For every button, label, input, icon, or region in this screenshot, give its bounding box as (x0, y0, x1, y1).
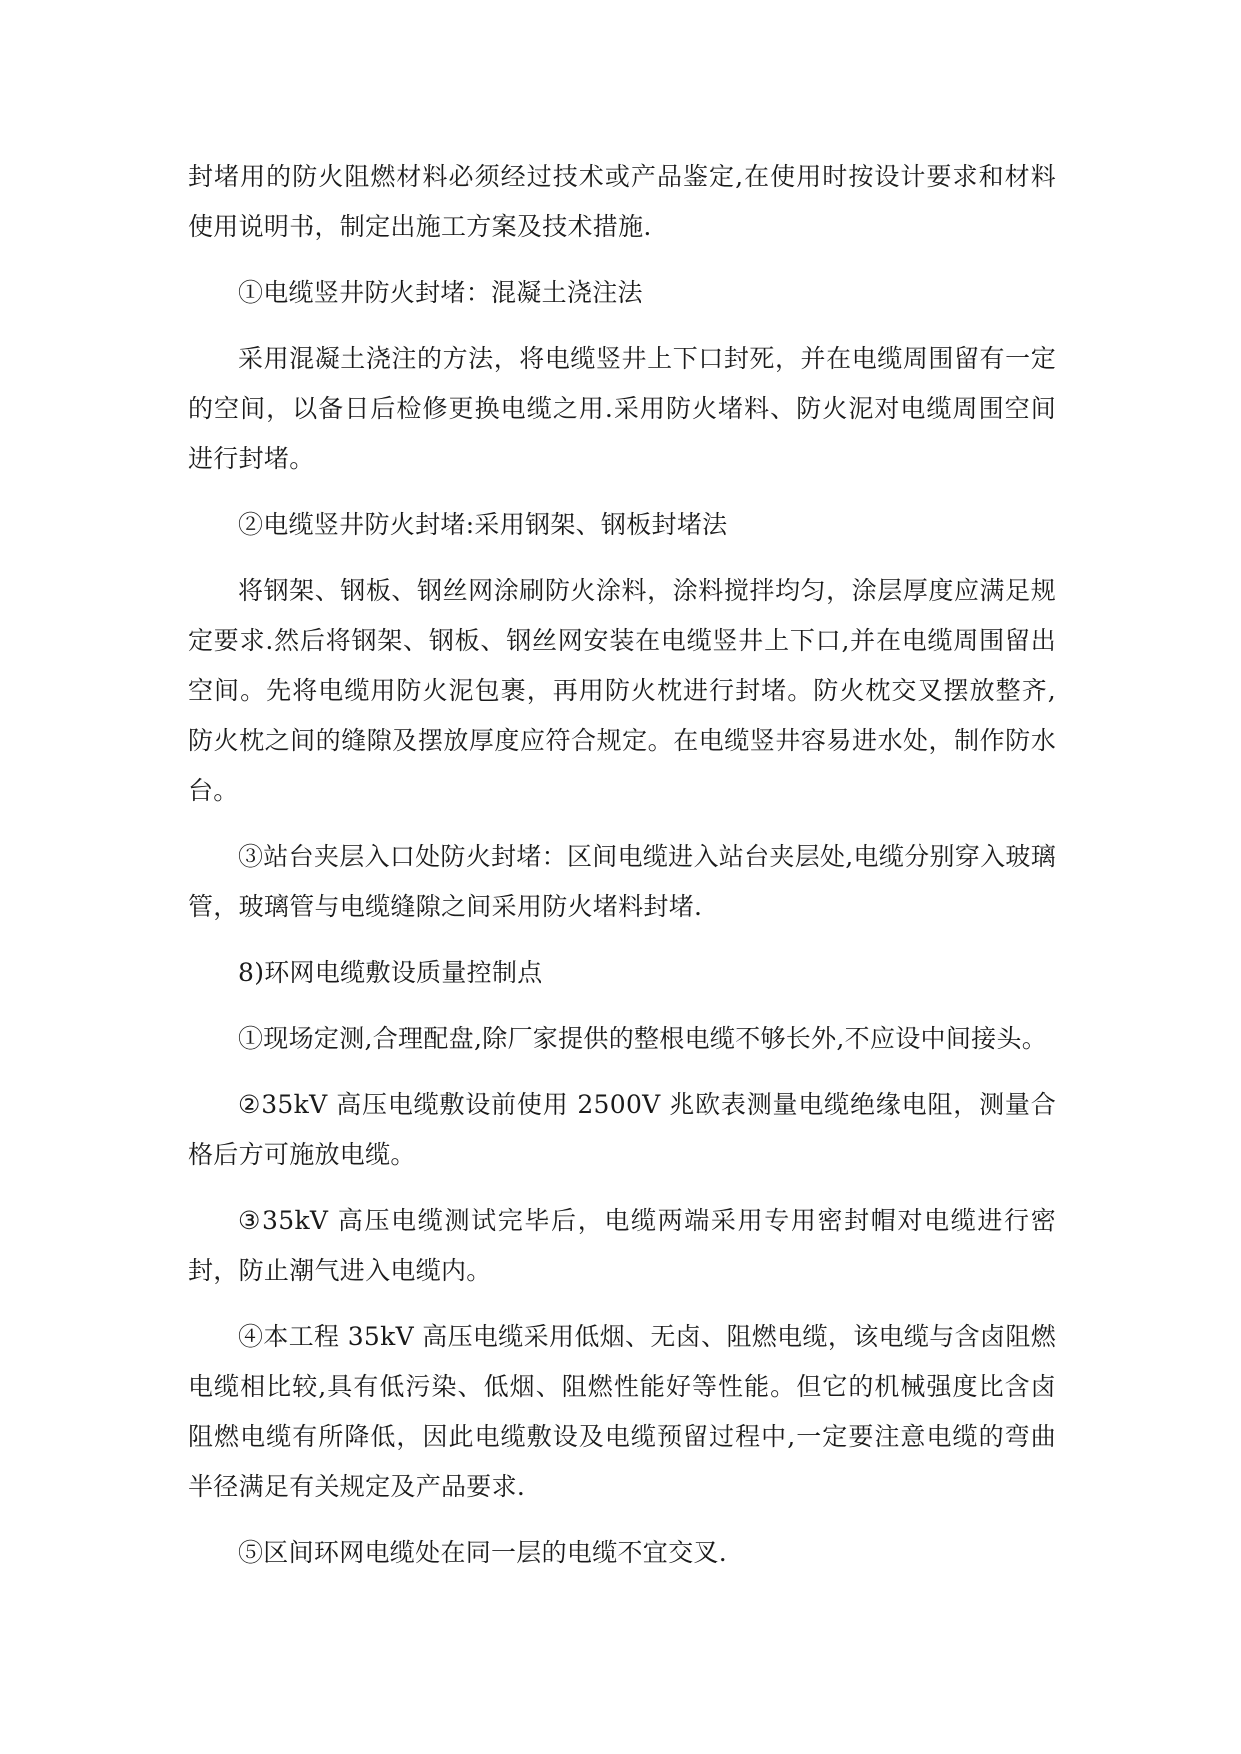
list-item-quality-point-5: ⑤区间环网电缆处在同一层的电缆不宜交叉. (238, 1538, 727, 1567)
list-item-quality-point-2: ②35kV 高压电缆敷设前使用 2500V 兆欧表测量电缆绝缘电阻，测量合格后方可施放电缆。 (188, 1090, 1056, 1169)
paragraph-steel-frame-method: 将钢架、钢板、钢丝网涂刷防火涂料，涂料搅拌均匀，涂层厚度应满足规定要求.然后将钢架、钢板、钢丝网安装在电缆竖井上下口,并在电缆周围留出空间。先将电缆用防火泥包裹，再用防火枕进行封堵。防火枕交叉摆放整齐,防火枕之间的缝隙及摆放厚度应符合规定。在电缆竖井容易进水处，制作防水台。 (188, 576, 1056, 805)
paragraph-platform-interlayer-sealing: ③站台夹层入口处防火封堵：区间电缆进入站台夹层处,电缆分别穿入玻璃管，玻璃管与电缆缝隙之间采用防火堵料封堵. (188, 842, 1056, 921)
paragraph-fire-sealing-materials: 封堵用的防火阻燃材料必须经过技术或产品鉴定,在使用时按设计要求和材料使用说明书，制定出施工方案及技术措施. (188, 162, 1056, 241)
heading-ring-cable-quality-points: 8)环网电缆敷设质量控制点 (238, 958, 543, 987)
list-item-quality-point-4: ④本工程 35kV 高压电缆采用低烟、无卤、阻燃电缆，该电缆与含卤阻燃电缆相比较,具有低污染、低烟、阻燃性能好等性能。但它的机械强度比含卤阻燃电缆有所降低，因此电缆敷设及电缆预留过程中,一定要注意电缆的弯曲半径满足有关规定及产品要求. (188, 1322, 1056, 1501)
paragraph-concrete-pouring-method: 采用混凝土浇注的方法，将电缆竖井上下口封死，并在电缆周围留有一定的空间，以备日后检修更换电缆之用.采用防火堵料、防火泥对电缆周围空间进行封堵。 (188, 344, 1056, 473)
list-item-quality-point-1: ①现场定测,合理配盘,除厂家提供的整根电缆不够长外,不应设中间接头。 (238, 1024, 1048, 1053)
heading-shaft-concrete-pouring: ①电缆竖井防火封堵：混凝土浇注法 (238, 278, 643, 307)
heading-shaft-steel-frame-sealing: ②电缆竖井防火封堵:采用钢架、钢板封堵法 (238, 510, 728, 539)
list-item-quality-point-3: ③35kV 高压电缆测试完毕后，电缆两端采用专用密封帽对电缆进行密封，防止潮气进入电缆内。 (188, 1206, 1056, 1285)
document-body (188, 152, 1056, 1594)
